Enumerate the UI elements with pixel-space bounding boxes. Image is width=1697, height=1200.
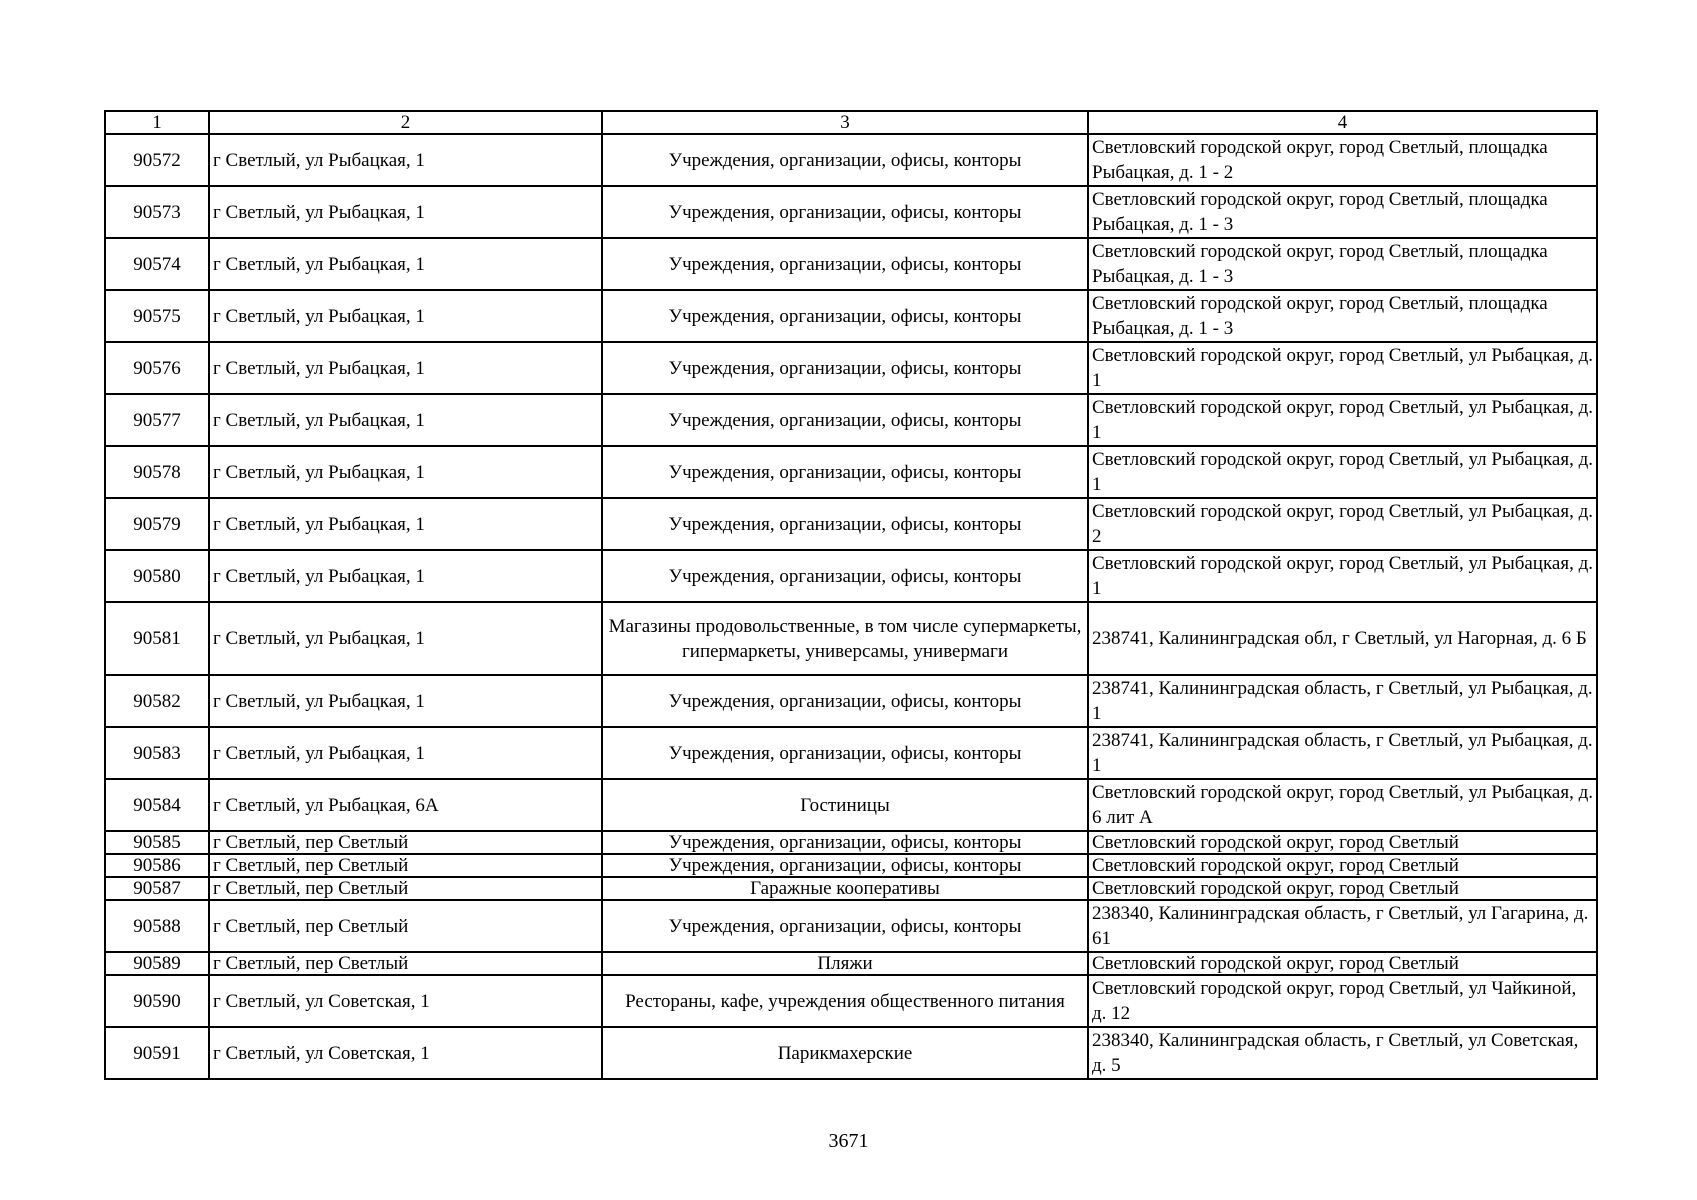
table-row [105,498,1597,550]
row-object-type-cell: Учреждения, организации, офисы, конторы [602,290,1088,342]
row-location-cell: Светловский городской округ, город Светлый, ул Рыбацкая, д. 1 [1088,342,1597,394]
row-object-type-cell: Гостиницы [602,779,1088,831]
row-address-cell: г Светлый, ул Рыбацкая, 1 [209,342,602,394]
row-number-cell: 90582 [105,675,209,727]
row-number-cell: 90591 [105,1027,209,1079]
row-address-cell: г Светлый, ул Рыбацкая, 1 [209,134,602,186]
row-location-cell: 238741, Калининградская область, г Светлый, ул Рыбацкая, д. 1 [1088,675,1597,727]
row-address-cell: г Светлый, ул Рыбацкая, 1 [209,550,602,602]
row-number-cell: 90572 [105,134,209,186]
row-location-cell: Светловский городской округ, город Светлый [1088,877,1597,900]
row-object-type-cell: Учреждения, организации, офисы, конторы [602,727,1088,779]
row-number-cell: 90580 [105,550,209,602]
row-location-cell: Светловский городской округ, город Светлый, ул Чайкиной, д. 12 [1088,975,1597,1027]
row-object-type-cell: Пляжи [602,952,1088,975]
row-number-cell: 90586 [105,854,209,877]
table-row [105,975,1597,1027]
table-row [105,602,1597,675]
row-object-type-cell: Учреждения, организации, офисы, конторы [602,134,1088,186]
table-row [105,779,1597,831]
row-address-cell: г Светлый, ул Рыбацкая, 1 [209,238,602,290]
table-row [105,394,1597,446]
row-object-type-cell: Учреждения, организации, офисы, конторы [602,854,1088,877]
table-row [105,1027,1597,1079]
row-address-cell: г Светлый, ул Рыбацкая, 6А [209,779,602,831]
row-location-cell: Светловский городской округ, город Светлый [1088,831,1597,854]
data-table [104,110,1598,1080]
row-object-type-cell: Гаражные кооперативы [602,877,1088,900]
row-address-cell: г Светлый, пер Светлый [209,877,602,900]
row-location-cell: Светловский городской округ, город Светлый, площадка Рыбацкая, д. 1 - 2 [1088,134,1597,186]
page-number: 3671 [828,1130,869,1152]
header-cell: 4 [1088,111,1597,134]
row-object-type-cell: Учреждения, организации, офисы, конторы [602,186,1088,238]
row-location-cell: Светловский городской округ, город Светлый, площадка Рыбацкая, д. 1 - 3 [1088,290,1597,342]
row-location-cell: Светловский городской округ, город Светлый, ул Рыбацкая, д. 1 [1088,394,1597,446]
row-number-cell: 90587 [105,877,209,900]
header-cell: 2 [209,111,602,134]
row-address-cell: г Светлый, ул Советская, 1 [209,1027,602,1079]
row-number-cell: 90574 [105,238,209,290]
table-row [105,134,1597,186]
row-object-type-cell: Учреждения, организации, офисы, конторы [602,394,1088,446]
table-row [105,550,1597,602]
row-object-type-cell: Рестораны, кафе, учреждения общественного питания [602,975,1088,1027]
row-location-cell: 238340, Калининградская область, г Светлый, ул Советская, д. 5 [1088,1027,1597,1079]
row-object-type-cell: Учреждения, организации, офисы, конторы [602,238,1088,290]
table-row [105,342,1597,394]
table-row [105,900,1597,952]
row-object-type-cell: Учреждения, организации, офисы, конторы [602,550,1088,602]
row-address-cell: г Светлый, ул Советская, 1 [209,975,602,1027]
row-object-type-cell: Учреждения, организации, офисы, конторы [602,831,1088,854]
row-address-cell: г Светлый, ул Рыбацкая, 1 [209,290,602,342]
row-address-cell: г Светлый, ул Рыбацкая, 1 [209,675,602,727]
row-location-cell: Светловский городской округ, город Светлый, ул Рыбацкая, д. 1 [1088,550,1597,602]
row-number-cell: 90585 [105,831,209,854]
row-location-cell: Светловский городской округ, город Светлый, площадка Рыбацкая, д. 1 - 3 [1088,186,1597,238]
table-row [105,727,1597,779]
row-number-cell: 90588 [105,900,209,952]
row-address-cell: г Светлый, ул Рыбацкая, 1 [209,727,602,779]
row-location-cell: Светловский городской округ, город Светлый [1088,854,1597,877]
table-row [105,186,1597,238]
row-address-cell: г Светлый, ул Рыбацкая, 1 [209,186,602,238]
table-header-row [105,111,1597,134]
table-row [105,831,1597,854]
row-number-cell: 90581 [105,602,209,675]
table-row [105,854,1597,877]
header-cell: 3 [602,111,1088,134]
row-number-cell: 90584 [105,779,209,831]
row-number-cell: 90576 [105,342,209,394]
row-location-cell: Светловский городской округ, город Светлый, ул Рыбацкая, д. 6 лит А [1088,779,1597,831]
row-location-cell: Светловский городской округ, город Светлый, ул Рыбацкая, д. 1 [1088,446,1597,498]
row-address-cell: г Светлый, ул Рыбацкая, 1 [209,446,602,498]
table-row [105,877,1597,900]
row-address-cell: г Светлый, пер Светлый [209,854,602,877]
row-object-type-cell: Парикмахерские [602,1027,1088,1079]
row-address-cell: г Светлый, ул Рыбацкая, 1 [209,602,602,675]
row-number-cell: 90590 [105,975,209,1027]
row-location-cell: 238340, Калининградская область, г Светлый, ул Гагарина, д. 61 [1088,900,1597,952]
row-object-type-cell: Учреждения, организации, офисы, конторы [602,675,1088,727]
row-number-cell: 90579 [105,498,209,550]
table-row [105,238,1597,290]
table-row [105,446,1597,498]
row-object-type-cell: Учреждения, организации, офисы, конторы [602,900,1088,952]
row-location-cell: Светловский городской округ, город Светлый [1088,952,1597,975]
row-number-cell: 90589 [105,952,209,975]
row-location-cell: Светловский городской округ, город Светлый, площадка Рыбацкая, д. 1 - 3 [1088,238,1597,290]
row-address-cell: г Светлый, ул Рыбацкая, 1 [209,498,602,550]
row-location-cell: 238741, Калининградская обл, г Светлый, ул Нагорная, д. 6 Б [1088,602,1597,675]
row-number-cell: 90578 [105,446,209,498]
row-object-type-cell: Магазины продовольственные, в том числе супермаркеты, гипермаркеты, универсамы, универмаги [602,602,1088,675]
row-address-cell: г Светлый, пер Светлый [209,900,602,952]
row-address-cell: г Светлый, пер Светлый [209,952,602,975]
row-object-type-cell: Учреждения, организации, офисы, конторы [602,446,1088,498]
table-row [105,952,1597,975]
row-address-cell: г Светлый, пер Светлый [209,831,602,854]
row-number-cell: 90575 [105,290,209,342]
row-location-cell: 238741, Калининградская область, г Светлый, ул Рыбацкая, д. 1 [1088,727,1597,779]
row-location-cell: Светловский городской округ, город Светлый, ул Рыбацкая, д. 2 [1088,498,1597,550]
row-number-cell: 90583 [105,727,209,779]
header-cell: 1 [105,111,209,134]
row-object-type-cell: Учреждения, организации, офисы, конторы [602,498,1088,550]
row-number-cell: 90577 [105,394,209,446]
row-number-cell: 90573 [105,186,209,238]
table-row [105,675,1597,727]
table-body [105,111,1597,1079]
row-object-type-cell: Учреждения, организации, офисы, конторы [602,342,1088,394]
row-address-cell: г Светлый, ул Рыбацкая, 1 [209,394,602,446]
table-row [105,290,1597,342]
